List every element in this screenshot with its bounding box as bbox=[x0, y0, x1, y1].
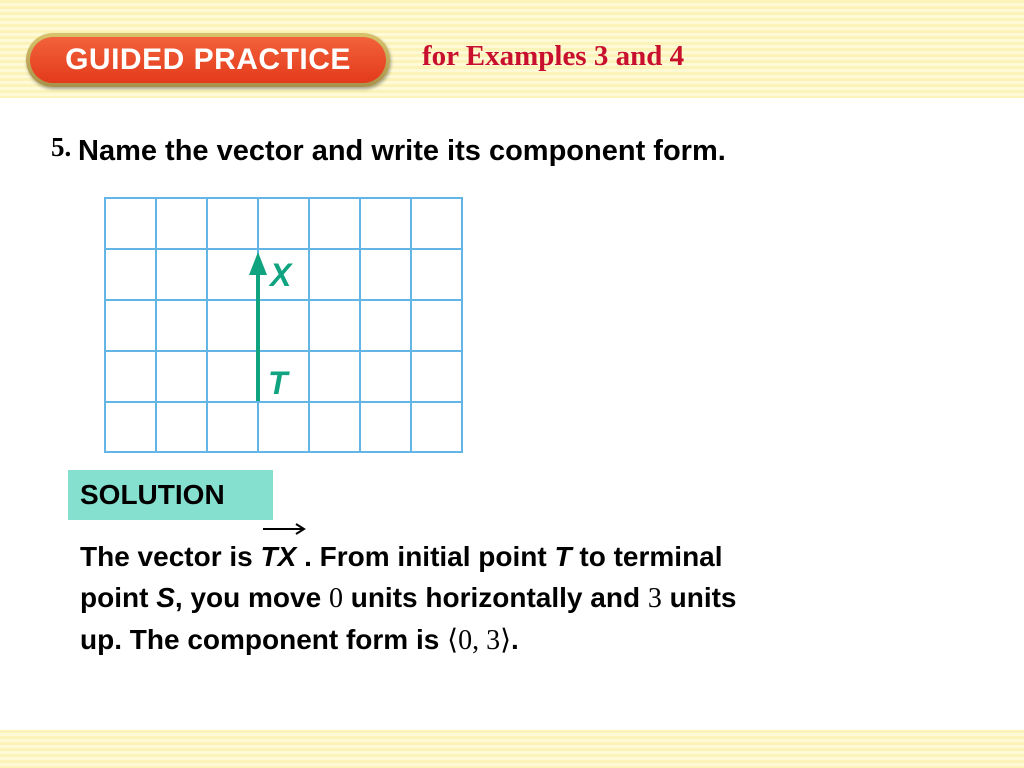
vector-name-text: TX bbox=[260, 541, 297, 572]
terminal-point-name: S bbox=[156, 582, 175, 613]
footer-band bbox=[0, 730, 1024, 768]
solution-line-2 bbox=[80, 577, 940, 619]
solution-label-box bbox=[68, 470, 273, 520]
right-angle-bracket: ⟩ bbox=[500, 623, 511, 656]
vector-arrowhead bbox=[249, 252, 267, 275]
guided-practice-badge bbox=[26, 33, 390, 87]
solution-text-part: . bbox=[511, 624, 519, 655]
vertical-units: 3 bbox=[647, 583, 662, 614]
solution-text-part: units bbox=[661, 582, 737, 613]
vector-grid-figure bbox=[104, 197, 466, 455]
terminal-point-label: X bbox=[270, 257, 292, 293]
component-form: 0, 3 bbox=[458, 625, 501, 656]
grid-lines bbox=[105, 198, 462, 452]
solution-text-part: . From initial point bbox=[296, 541, 555, 572]
solution-text-part: units horizontally and bbox=[342, 582, 648, 613]
solution-line-1 bbox=[80, 536, 940, 577]
question-number: 5. bbox=[51, 132, 72, 162]
vector-name bbox=[261, 536, 297, 577]
horizontal-units: 0 bbox=[328, 583, 343, 614]
badge-label: GUIDED PRACTICE bbox=[65, 43, 351, 76]
solution-line-3 bbox=[80, 619, 940, 661]
solution-text bbox=[80, 536, 940, 661]
examples-subtitle: for Examples 3 and 4 bbox=[422, 40, 685, 72]
question-text: Name the vector and write its component form. bbox=[78, 135, 726, 167]
initial-point-name: T bbox=[554, 541, 572, 572]
solution-text-part: up. The component form is bbox=[80, 624, 448, 655]
solution-text-part: , you move bbox=[174, 582, 329, 613]
solution-text-part: point bbox=[80, 582, 157, 613]
initial-point-label: T bbox=[268, 365, 288, 401]
solution-text-part: to terminal bbox=[571, 541, 723, 572]
solution-text-part: The vector is bbox=[80, 541, 261, 572]
left-angle-bracket: ⟨ bbox=[447, 623, 459, 656]
solution-label: SOLUTION bbox=[80, 479, 225, 510]
vector-arrow-icon bbox=[261, 522, 307, 536]
